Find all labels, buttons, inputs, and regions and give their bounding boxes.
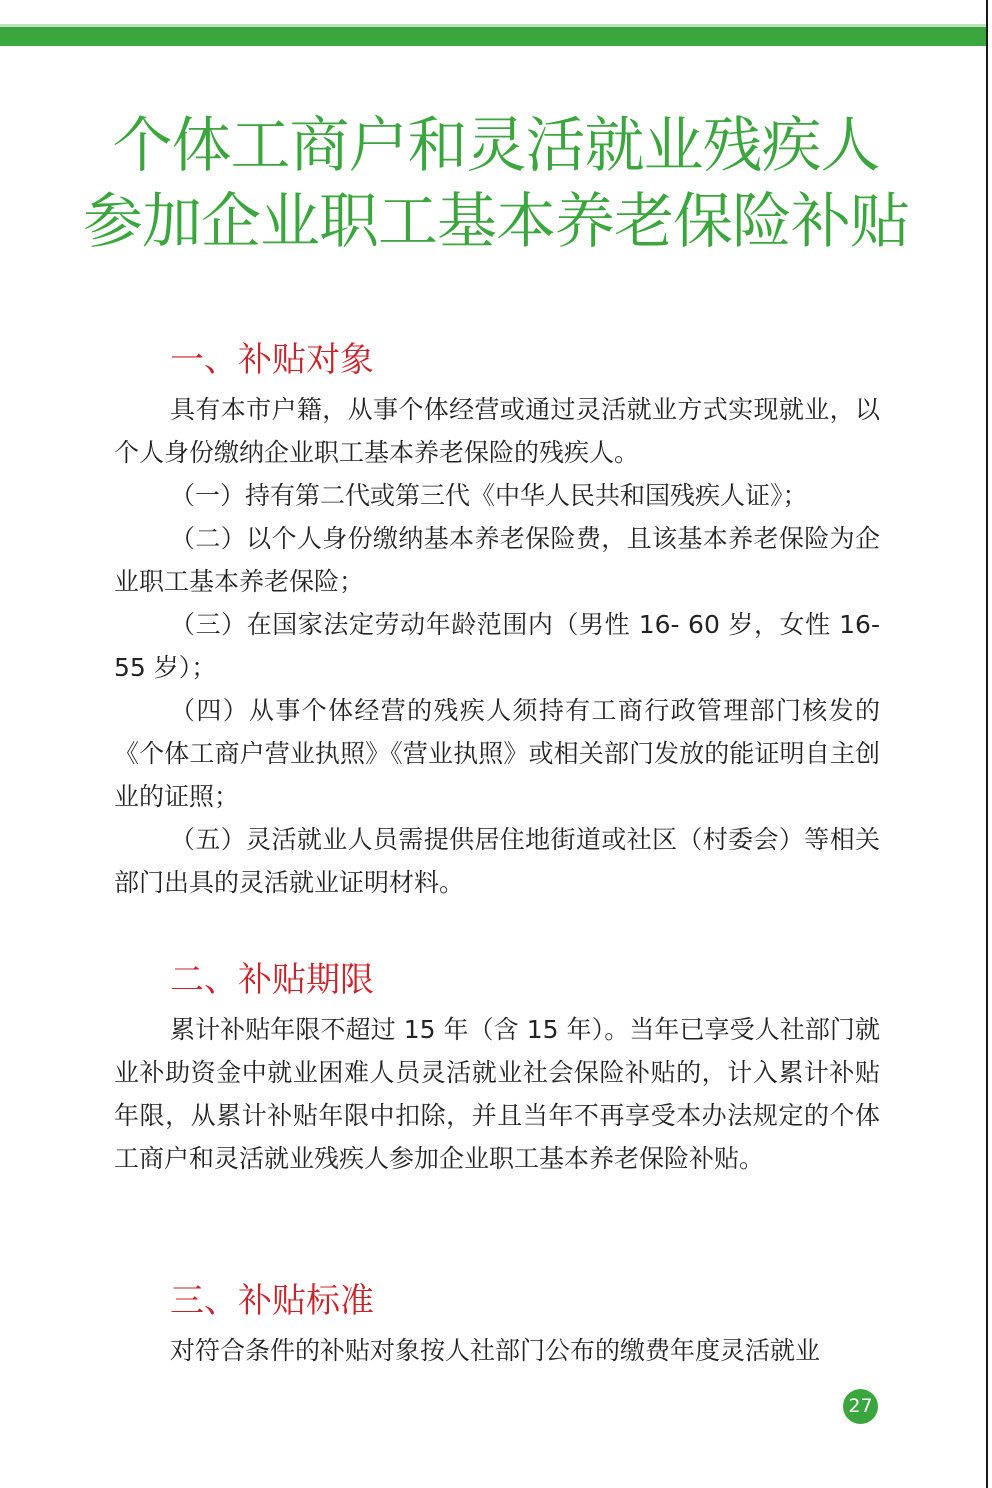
- title-line-2: 参加企业职工基本养老保险补贴: [83, 187, 909, 257]
- title-line-1: 个体工商户和灵活就业残疾人: [112, 111, 880, 181]
- section-heading-subsidy-target: 一、补贴对象: [170, 340, 374, 380]
- page-number-badge: 27: [843, 1389, 878, 1424]
- paragraph-target-item-1: （一）持有第二代或第三代《中华人民共和国残疾人证》；: [170, 481, 808, 510]
- paragraph-target-intro: 具有本市户籍，从事个体经营或通过灵活就业方式实现就业，以个人身份缴纳企业职工基本养老保险的残疾人。: [114, 395, 880, 467]
- page-title: [60, 108, 932, 260]
- paragraph-target-item-2: （二）以个人身份缴纳基本养老保险费，且该基本养老保险为企业职工基本养老保险；: [114, 524, 880, 596]
- paragraph-target-item-3: （三）在国家法定劳动年龄范围内（男性 16- 60 岁，女性 16- 55 岁）；: [114, 610, 880, 682]
- paragraph-target-item-5: （五）灵活就业人员需提供居住地街道或社区（村委会）等相关部门出具的灵活就业证明材料。: [114, 825, 880, 897]
- paragraph-period: 累计补贴年限不超过 15 年（含 15 年）。当年已享受人社部门就业补助资金中就业困难人员灵活就业社会保险补贴的，计入累计补贴年限，从累计补贴年限中扣除，并且当年不再享受本办法规定的个体工商户和灵活就业残疾人参加企业职工基本养老保险补贴。: [114, 1015, 880, 1173]
- section-heading-subsidy-standard: 三、补贴标准: [170, 1281, 374, 1321]
- top-green-stripe: [0, 27, 986, 46]
- section-heading-subsidy-period: 二、补贴期限: [170, 960, 374, 1000]
- right-edge-rule: [986, 0, 988, 1488]
- paragraph-target-item-4: （四）从事个体经营的残疾人须持有工商行政管理部门核发的《个体工商户营业执照》《营业执照》或相关部门发放的能证明自主创业的证照；: [114, 696, 880, 811]
- paragraph-standard: 对符合条件的补贴对象按人社部门公布的缴费年度灵活就业: [170, 1336, 821, 1365]
